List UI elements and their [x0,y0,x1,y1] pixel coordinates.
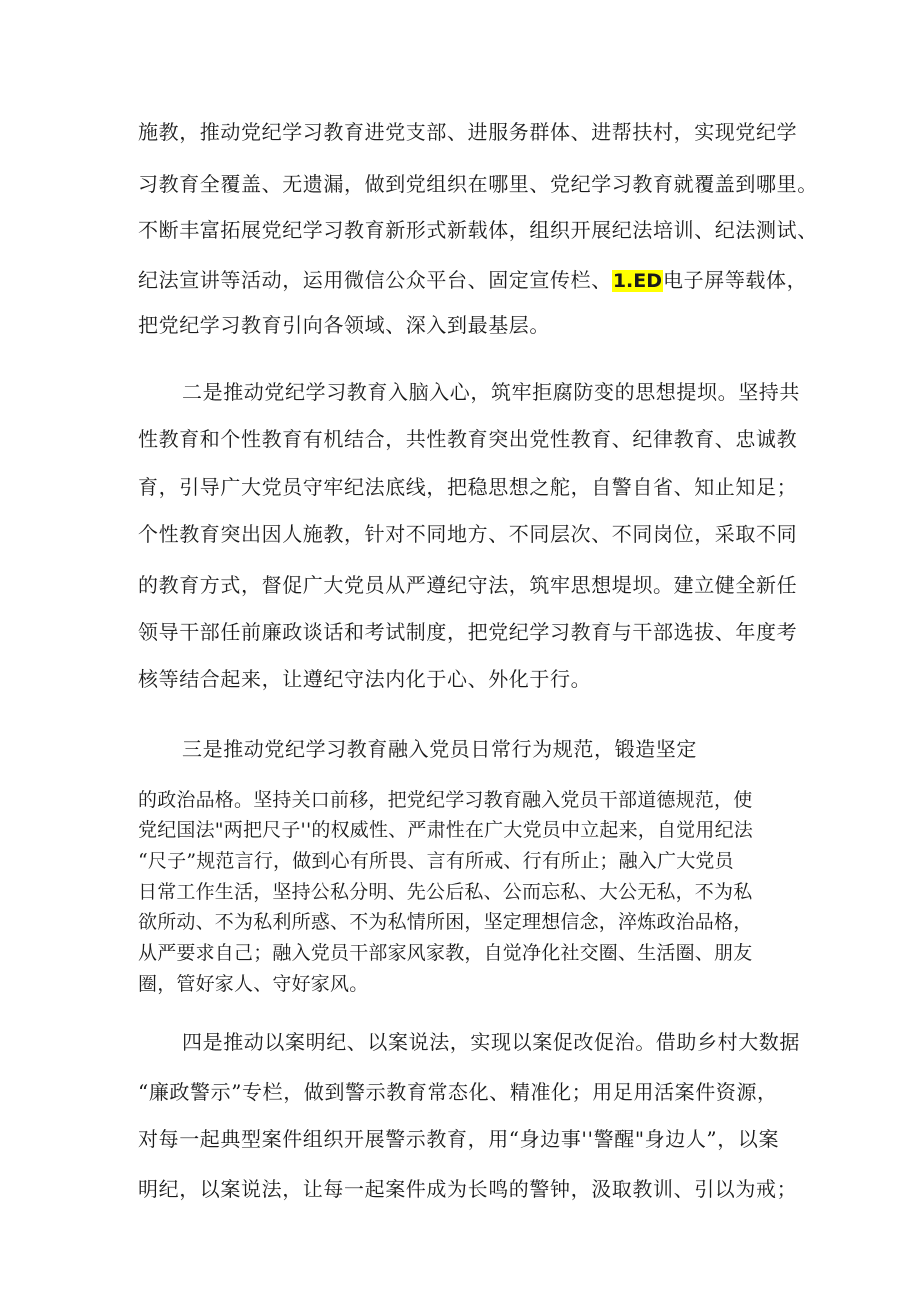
paragraph-2-line-4: 个性教育突出因人施教，针对不同地方、不同层次、不同岗位，采取不同 [138,522,798,546]
paragraph-3-line-8: 圈，管好家人、守好家风。 [138,973,369,995]
paragraph-1-line-2: 习教育全覆盖、无遗漏，做到党组织在哪里、党纪学习教育就覆盖到哪里。 [138,172,818,196]
paragraph-2-line-7: 核等结合起来，让遵纪守法内化于心、外化于行。 [138,667,592,691]
paragraph-3-line-5: 日常工作生活，坚持公私分明、先公后私、公而忘私、大公无私，不为私 [138,881,753,903]
paragraph-2-line-3: 育，引导广大党员守牢纪法底线，把稳思想之舵，自警自省、知止知足； [138,475,798,499]
paragraph-2-line-5: 的教育方式，督促广大党员从严遵纪守法，筑牢思想堤坝。建立健全新任 [138,573,798,597]
paragraph-2-line-1: 二是推动党纪学习教育入脑入心，筑牢拒腐防变的思想提坝。坚持共 [182,380,800,404]
paragraph-1-line-4-before: 纪法宣讲等活动，运用微信公众平台、固定宣传栏、 [138,268,612,292]
paragraph-3-line-7: 从严要求自己；融入党员干部家风家教，自觉净化社交圈、生活圈、朋友 [138,942,753,964]
paragraph-4-line-2: “廉政警示”专栏，做到警示教育常态化、精准化；用足用活案件资源， [138,1080,778,1104]
paragraph-3-line-4: “尺子”规范言行，做到心有所畏、言有所戒、行有所止；融入广大党员 [138,850,734,872]
paragraph-4-line-4: 明纪，以案说法，让每一起案件成为长鸣的警钟，汲取教训、引以为戒； [138,1177,798,1201]
paragraph-2-line-6: 领导干部任前廉政谈话和考试制度，把党纪学习教育与干部选拔、年度考 [138,620,798,644]
paragraph-4-line-1: 四是推动以案明纪、以案说法，实现以案促改促治。借助乡村大数据 [182,1030,800,1054]
paragraph-3-line-3: 党纪国法"两把尺子''的权威性、严肃性在广大党员中立起来，自觉用纪法 [138,819,753,841]
paragraph-1-line-4 [138,268,807,293]
paragraph-2-line-2: 性教育和个性教育有机结合，共性教育突出党性教育、纪律教育、忠诚教 [138,427,798,451]
paragraph-1-line-4-after: 电子屏等载体， [663,268,808,292]
paragraph-1-line-5: 把党纪学习教育引向各领域、深入到最基层。 [138,313,550,337]
highlighted-text: 1.ED [612,270,663,292]
paragraph-1-line-1: 施教，推动党纪学习教育进党支部、进服务群体、进帮扶村，实现党纪学 [138,120,798,144]
paragraph-1-line-3: 不断丰富拓展党纪学习教育新形式新载体，组织开展纪法培训、纪法测试、 [138,218,818,242]
paragraph-3-line-6: 欲所动、不为私利所惑、不为私情所困，坚定理想信念，淬炼政治品格， [138,911,753,933]
paragraph-3-line-1: 三是推动党纪学习教育融入党员日常行为规范，锻造坚定 [182,737,697,761]
paragraph-4-line-3: 对每一起典型案件组织开展警示教育，用“身边事''警醒"身边人”，以案 [138,1127,780,1151]
paragraph-3-line-2: 的政治品格。坚持关口前移，把党纪学习教育融入党员干部道德规范，使 [138,789,753,811]
